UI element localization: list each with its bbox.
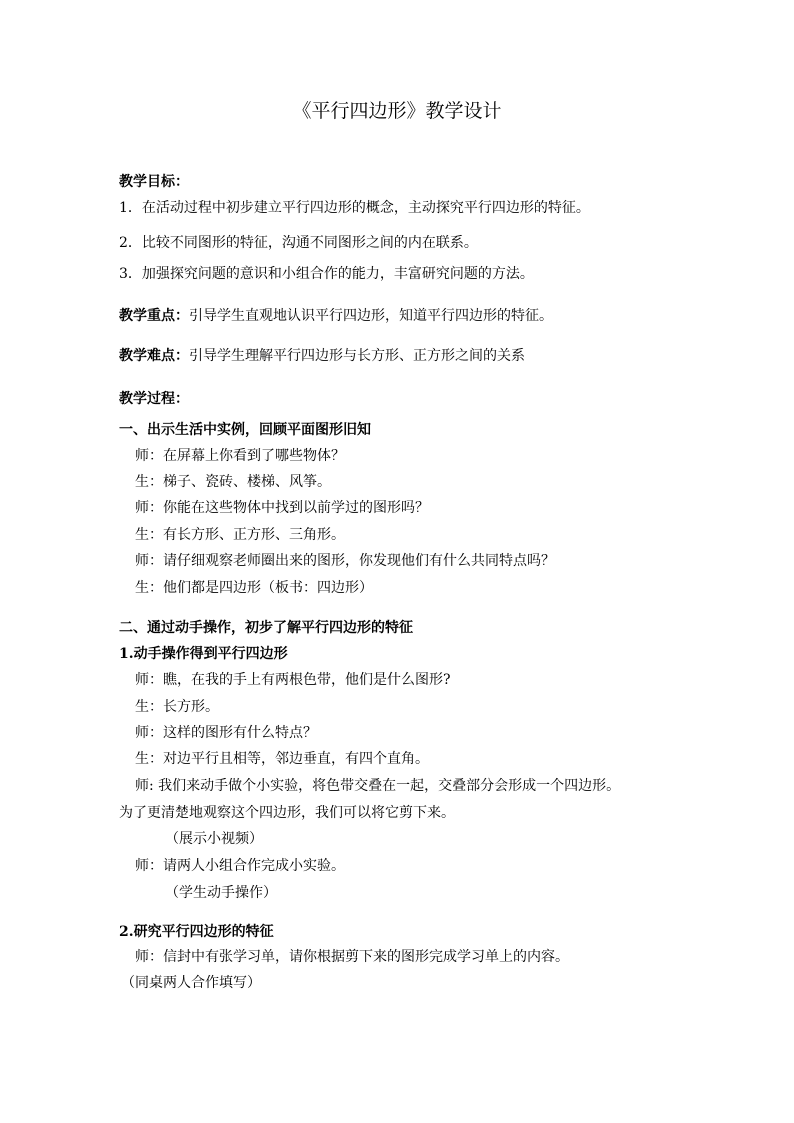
dialogue-line: 生：有长方形、正方形、三角形。 bbox=[135, 527, 345, 543]
stage-note: （展示小视频） bbox=[165, 831, 263, 847]
key-point bbox=[119, 306, 553, 326]
dialogue-line: 师：请仔细观察老师圈出来的图形，你发现他们有什么共同特点吗？ bbox=[135, 553, 555, 569]
stage-note: （同桌两人合作填写） bbox=[121, 975, 261, 991]
difficulty bbox=[119, 346, 525, 366]
section2-heading: 二、通过动手操作，初步了解平行四边形的特征 bbox=[119, 620, 413, 636]
objectives-heading: 教学目标： bbox=[119, 174, 189, 190]
dialogue-line-continuation: 为了更清楚地观察这个四边形，我们可以将它剪下来。 bbox=[119, 805, 455, 821]
key-point-text: 引导学生直观地认识平行四边形，知道平行四边形的特征。 bbox=[189, 308, 553, 324]
difficulty-label: 教学难点： bbox=[119, 348, 189, 364]
dialogue-line: 生：对边平行且相等，邻边垂直，有四个直角。 bbox=[135, 751, 429, 767]
dialogue-line: 师：这样的图形有什么特点？ bbox=[135, 725, 317, 741]
dialogue-line: 生：梯子、瓷砖、楼梯、风筝。 bbox=[135, 474, 331, 490]
section2-sub2-heading: 2.研究平行四边形的特征 bbox=[119, 924, 274, 940]
process-heading: 教学过程： bbox=[119, 391, 189, 407]
dialogue-line: 生：他们都是四边形（板书：四边形） bbox=[135, 580, 373, 596]
document-title: 《平行四边形》教学设计 bbox=[292, 100, 502, 122]
objective-item-2: 2．比较不同图形的特征，沟通不同图形之间的内在联系。 bbox=[119, 235, 478, 251]
key-point-label: 教学重点： bbox=[119, 308, 189, 324]
objective-item-3: 3．加强探究问题的意识和小组合作的能力，丰富研究问题的方法。 bbox=[119, 266, 534, 282]
dialogue-line: 师：在屏幕上你看到了哪些物体？ bbox=[135, 448, 345, 464]
difficulty-text: 引导学生理解平行四边形与长方形、正方形之间的关系 bbox=[189, 348, 525, 364]
stage-note: （学生动手操作） bbox=[165, 885, 277, 901]
objective-item-1: 1．在活动过程中初步建立平行四边形的概念，主动探究平行四边形的特征。 bbox=[119, 200, 590, 216]
section2-sub1-heading: 1.动手操作得到平行四边形 bbox=[119, 646, 288, 662]
dialogue-line: 师：瞧，在我的手上有两根色带，他们是什么图形? bbox=[135, 672, 451, 688]
dialogue-line: 师：请两人小组合作完成小实验。 bbox=[135, 858, 345, 874]
dialogue-line: 生：长方形。 bbox=[135, 699, 219, 715]
dialogue-line: 师: 我们来动手做个小实验，将色带交叠在一起，交叠部分会形成一个四边形。 bbox=[135, 778, 621, 794]
dialogue-line: 师：你能在这些物体中找到以前学过的图形吗？ bbox=[135, 500, 429, 516]
dialogue-line: 师：信封中有张学习单，请你根据剪下来的图形完成学习单上的内容。 bbox=[135, 949, 569, 965]
section1-heading: 一、出示生活中实例，回顾平面图形旧知 bbox=[119, 422, 371, 438]
